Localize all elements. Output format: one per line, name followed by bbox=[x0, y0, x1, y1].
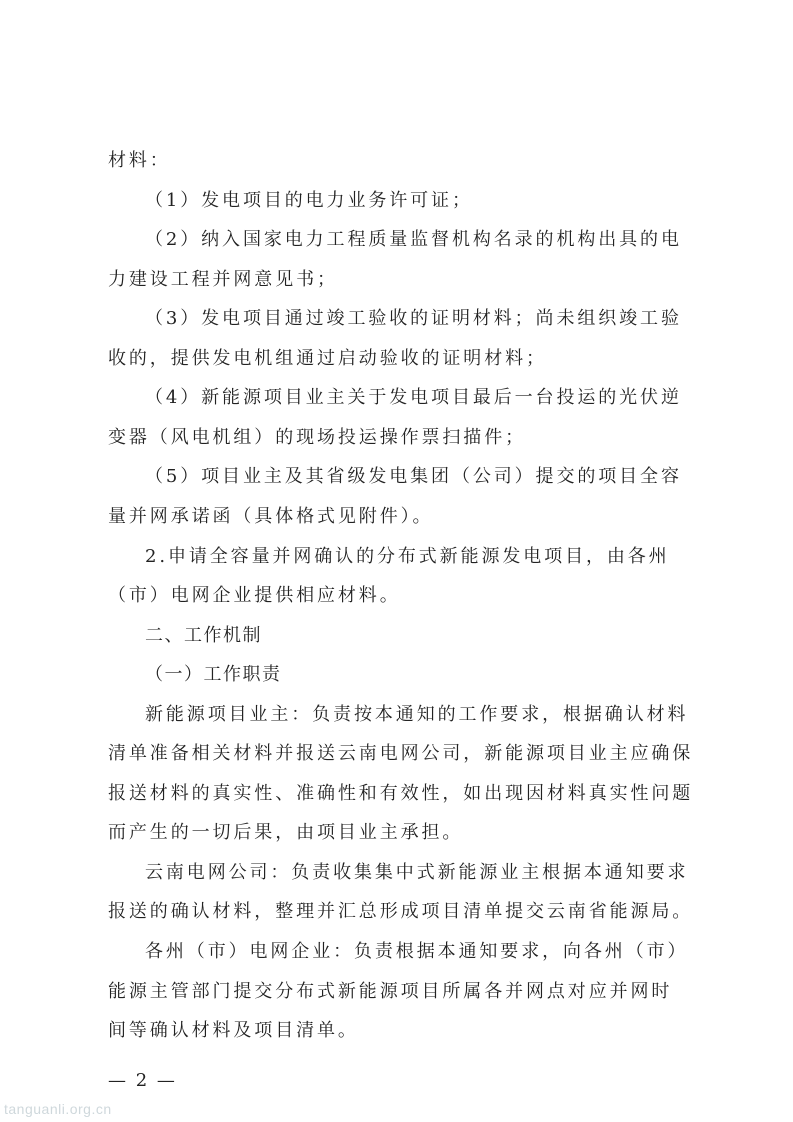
text-line-point-2: 2.申请全容量并网确认的分布式新能源发电项目，由各州 bbox=[145, 546, 670, 567]
text-line-item-3: （3）发电项目通过竣工验收的证明材料；尚未组织竣工验 bbox=[145, 308, 682, 329]
text-line-item-2-cont: 力建设工程并网意见书； bbox=[108, 269, 338, 290]
text-line-para-3: 间等确认材料及项目清单。 bbox=[108, 1020, 359, 1041]
text-line-para-1: 清单准备相关材料并报送云南电网公司，新能源项目业主应确保 bbox=[108, 743, 694, 764]
text-line-para-1: 新能源项目业主：负责按本通知的工作要求，根据确认材料 bbox=[145, 704, 689, 725]
text-line-item-4-cont: 变器（风电机组）的现场投运操作票扫描件； bbox=[108, 427, 526, 448]
text-line-continuation: 材料： bbox=[108, 150, 171, 171]
text-line-item-5: （5）项目业主及其省级发电集团（公司）提交的项目全容 bbox=[145, 466, 682, 487]
text-line-point-2-cont: （市）电网企业提供相应材料。 bbox=[108, 585, 401, 606]
text-line-para-2: 云南电网公司：负责收集集中式新能源业主根据本通知要求 bbox=[145, 862, 689, 883]
subsection-heading: （一）工作职责 bbox=[145, 664, 282, 685]
text-line-item-2: （2）纳入国家电力工程质量监督机构名录的机构出具的电 bbox=[145, 229, 682, 250]
text-line-para-3: 能源主管部门提交分布式新能源项目所属各并网点对应并网时 bbox=[108, 981, 673, 1002]
text-line-item-3-cont: 收的，提供发电机组通过启动验收的证明材料； bbox=[108, 348, 547, 369]
text-line-para-1: 报送材料的真实性、准确性和有效性，如出现因材料真实性问题 bbox=[108, 783, 694, 804]
text-line-item-5-cont: 量并网承诺函（具体格式见附件）。 bbox=[108, 506, 434, 527]
section-heading: 二、工作机制 bbox=[145, 625, 262, 646]
text-line-para-2: 报送的确认材料，整理并汇总形成项目清单提交云南省能源局。 bbox=[108, 901, 694, 922]
watermark: tanguanli.org.cn bbox=[4, 1101, 112, 1117]
text-line-item-4: （4）新能源项目业主关于发电项目最后一台投运的光伏逆 bbox=[145, 387, 682, 408]
page-number: — 2 — bbox=[108, 1070, 177, 1091]
text-line-para-3: 各州（市）电网企业：负责根据本通知要求，向各州（市） bbox=[145, 941, 689, 962]
text-line-para-1: 而产生的一切后果，由项目业主承担。 bbox=[108, 822, 464, 843]
text-line-item-1: （1）发电项目的电力业务许可证； bbox=[145, 190, 473, 211]
